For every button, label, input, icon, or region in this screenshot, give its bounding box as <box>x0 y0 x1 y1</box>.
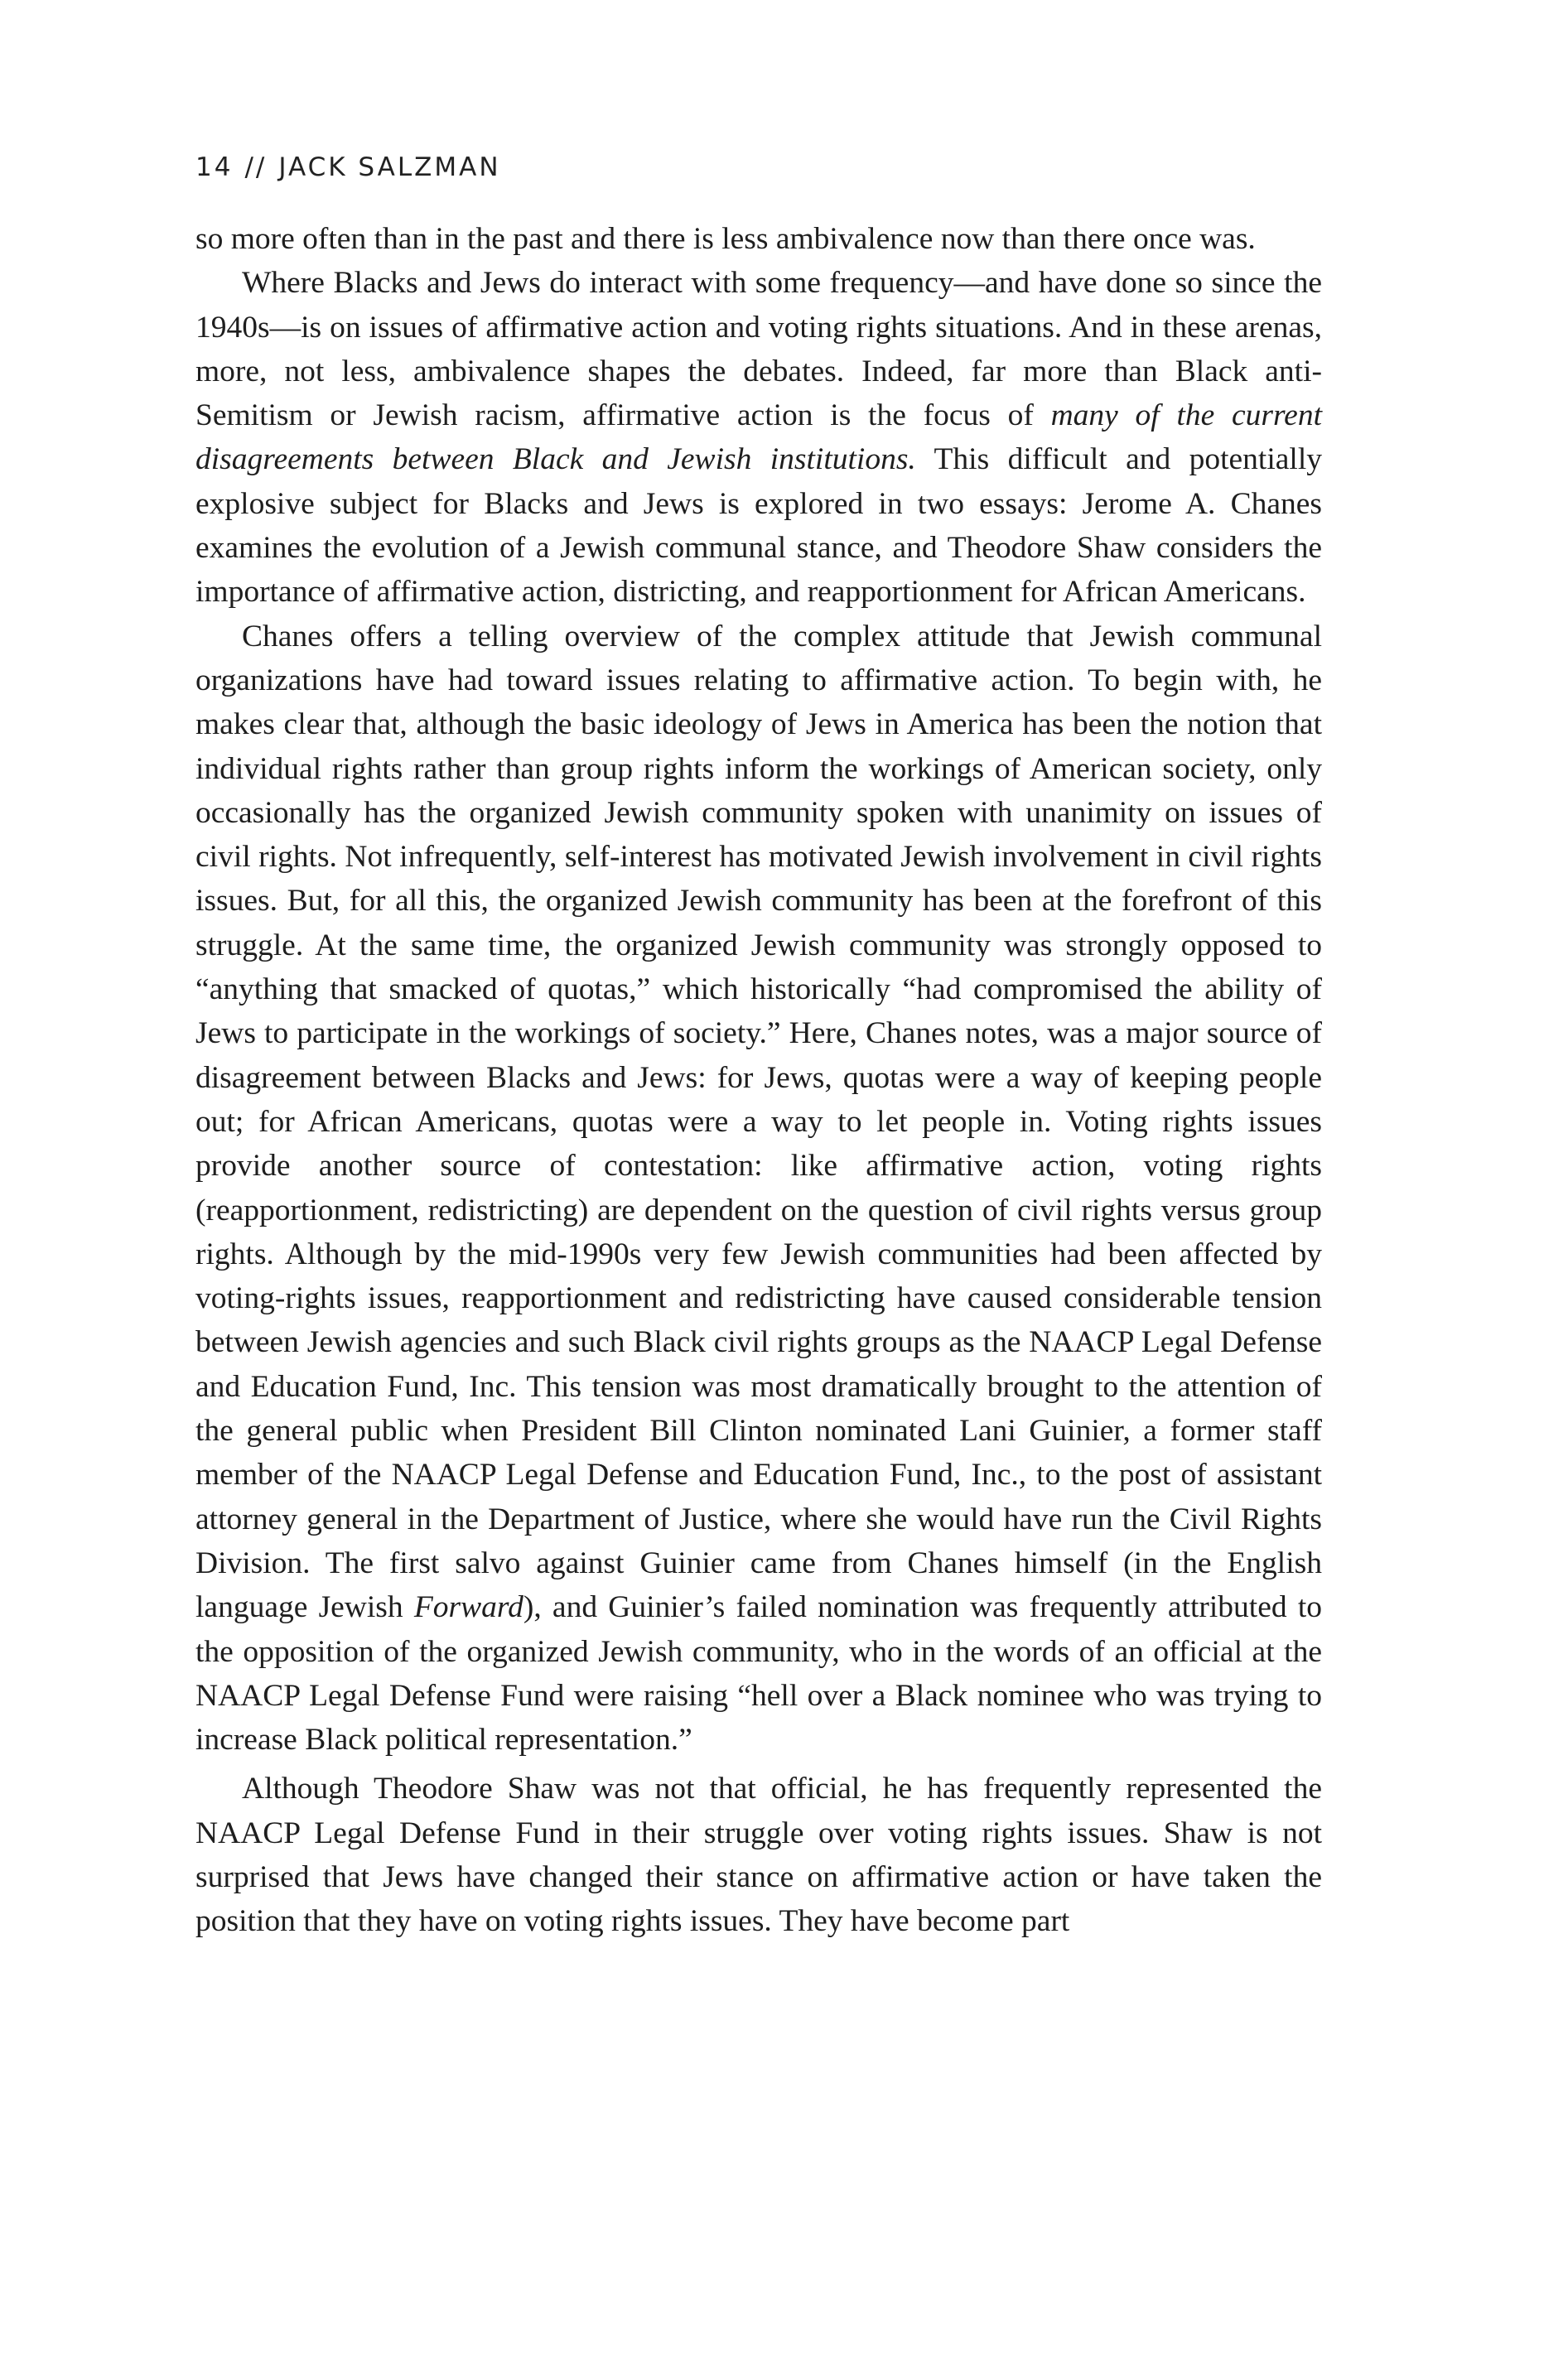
text-run: Where Blacks and Jews do interact with some frequency—and have done so since the 1940s—is on issues of affirmative action and voting rights situations. And in these arenas, more, not less, ambivalence shapes the debates. Indeed, far more than Black anti-Semitism or Jewish racism, affirmative action is the focus of <box>195 266 1322 433</box>
text-run: Chanes offers a telling overview of the complex attitude that Jewish communal organizations have had toward issues relating to affirmative action. To begin with, he makes clear that, although the basic ideology of Jews in America has been the notion that individual rights rather than group rights inform the workings of American society, only occasionally has the organized Jewish community spoken with unanimity on issues of civil rights. Not infrequently, self-interest has motivated Jewish involvement in civil rights issues. But, for all this, the organized Jewish community has been at the forefront of this struggle. At the same time, the organized Jewish community was strongly opposed to “anything that smacked of quotas,” which historically “had compromised the ability of Jews to participate in the workings of society.” Here, Chanes notes, was a major source of disagreement between Blacks and Jews: for Jews, quotas were a way of keeping people out; for African Americans, quotas were a way to let people in. Voting rights issues provide another source of contestation: like affirmative action, voting rights (reapportionment, redistricting) are dependent on the question of civil rights versus group rights. Although by the mid-1990s very few Jewish communities had been affected by voting-rights issues, reapportionment and redistricting have caused considerable tension between Jewish agencies and such Black civil rights groups as the NAACP Legal Defense and Education Fund, Inc. This tension was most dramatically brought to the attention of the general public when President Bill Clinton nominated Lani Guinier, a former staff member of the NAACP Legal Defense and Education Fund, Inc., to the post of assistant attorney general in the Department of Justice, where she would have run the Civil Rights Division. The first salvo against Guinier came from Chanes himself (in the English language Jewish <box>195 619 1322 1625</box>
text-run: Although Theodore Shaw was not that official, he has frequently represented the NAACP Legal Defense Fund in their struggle over voting rights issues. Shaw is not surprised that Jews have changed their stance on affirmative action or have taken the position that they have on voting rights issues. They have become part <box>195 1772 1322 1939</box>
text-run: so more often than in the past and there is less ambivalence now than there once was. <box>195 222 1256 256</box>
paragraph <box>195 615 1322 1763</box>
running-head-author: JACK SALZMAN <box>278 152 501 182</box>
text-run: ), and Guinier’s failed nomination was frequently attributed to the opposition of the organized Jewish community, who in the words of an official at the NAACP Legal Defense Fund were raising “hell over a Black nominee who was trying to increase Black political representation.” <box>195 1590 1323 1758</box>
page-number: 14 <box>195 152 234 182</box>
italic-run: many of the current disagreements between Black and Jewish institutions. <box>195 398 1322 477</box>
paragraph <box>195 1767 1322 1943</box>
publication-title: Forward <box>413 1590 523 1625</box>
running-head-separator: // <box>244 152 268 182</box>
body-text <box>195 217 1322 1944</box>
paragraph <box>195 261 1322 614</box>
running-head <box>195 152 501 182</box>
text-run: This difficult and potentially explosive subject for Blacks and Jews is explored in two essays: Jerome A. Chanes examines the evolution of a Jewish communal stance, and Theodore Shaw considers the importance of affirmative action, districting, and reapportionment for African Americans. <box>195 442 1323 610</box>
paragraph-continued <box>195 217 1322 261</box>
